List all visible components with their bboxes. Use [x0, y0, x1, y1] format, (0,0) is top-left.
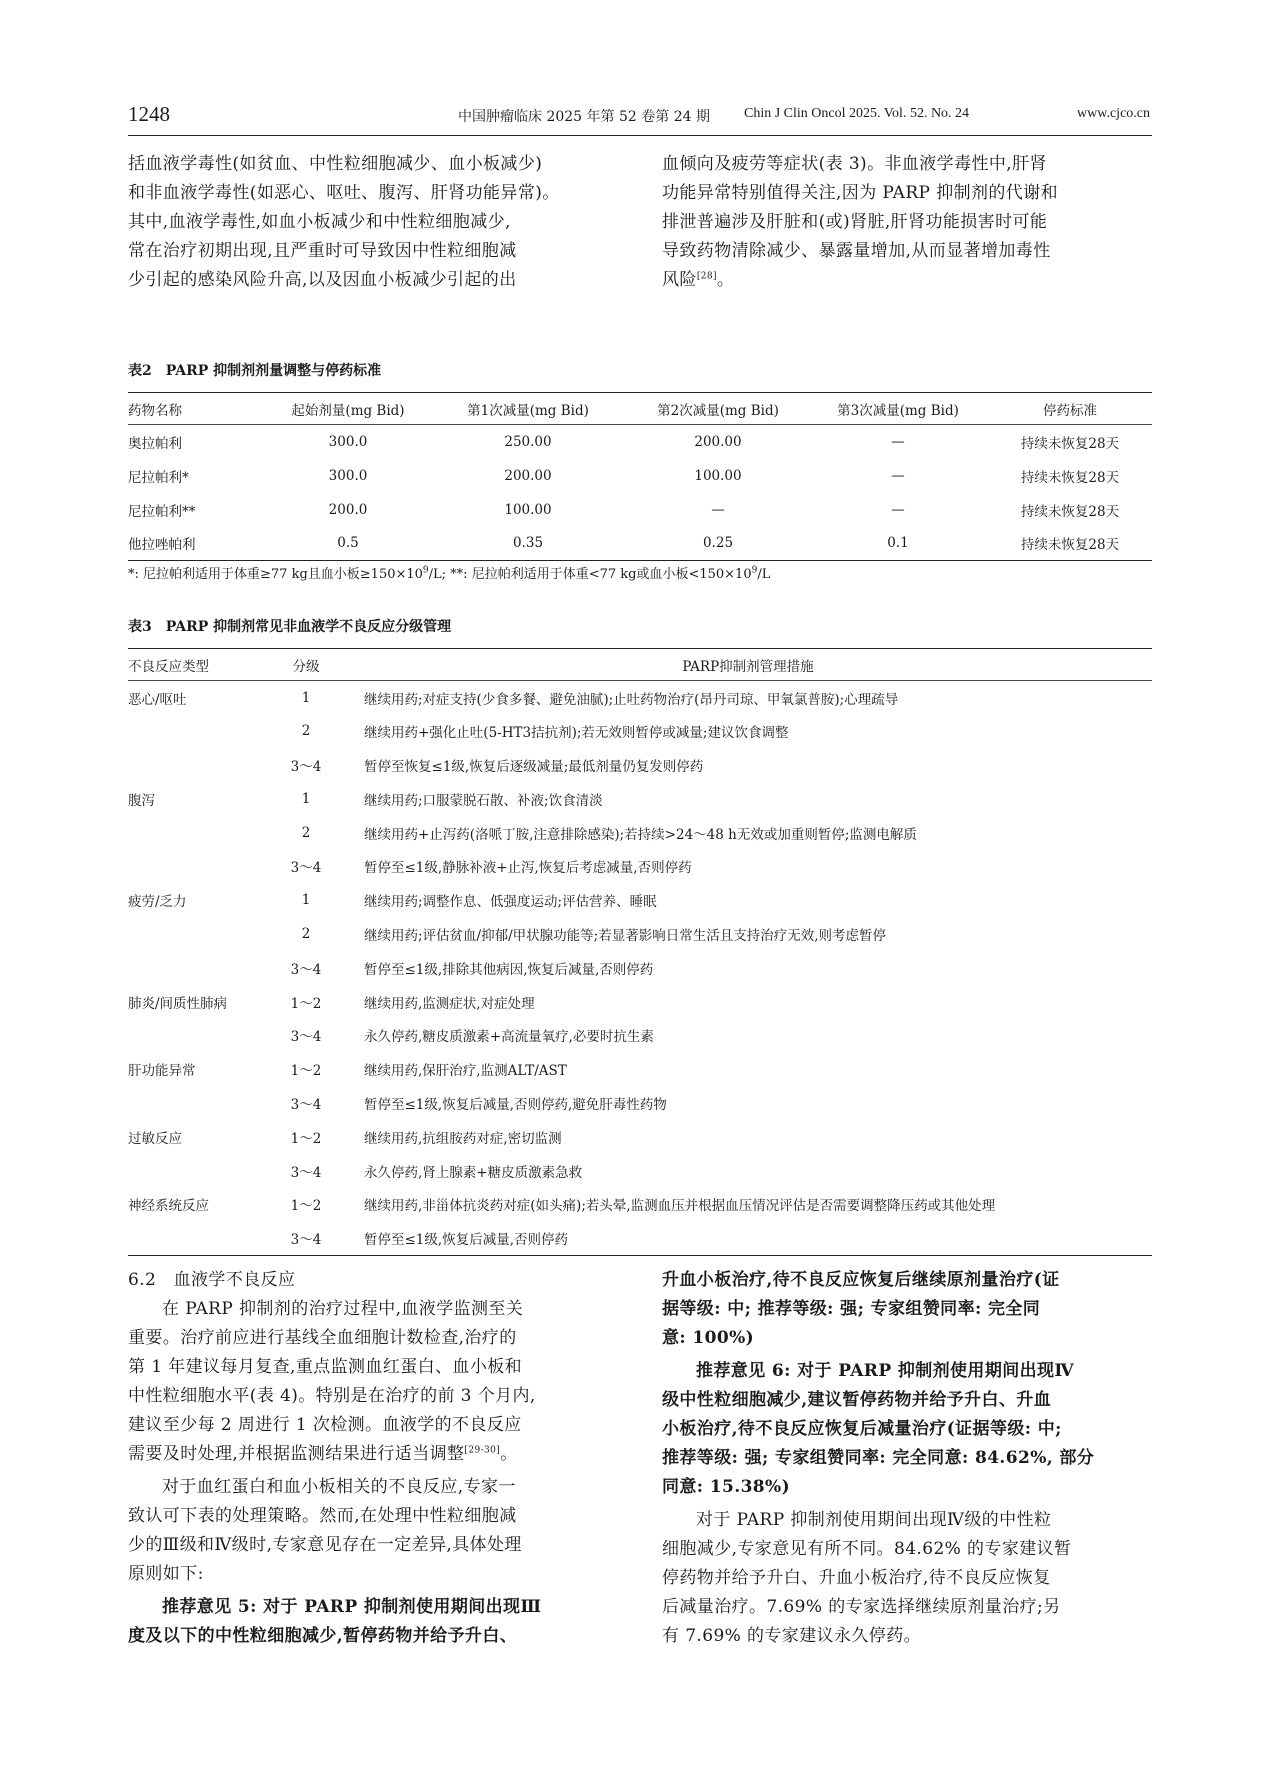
text-line: 中性粒细胞水平(表 4)。特别是在治疗的前 3 个月内, [128, 1386, 536, 1406]
text-line: 级中性粒细胞减少,建议暂停药物并给予升白、升血 [662, 1390, 1052, 1410]
table-row [128, 985, 1152, 1019]
table-cell: 300.0 [328, 467, 368, 484]
table-cell: 奥拉帕利 [128, 435, 182, 452]
table-cell: 3～4 [290, 1164, 322, 1181]
table-cell [128, 1018, 268, 1052]
text-line: 升血小板治疗,待不良反应恢复后继续原剂量治疗(证 [662, 1270, 1060, 1290]
table-cell: 疲劳/乏力 [128, 894, 187, 911]
text-line: 后减量治疗。7.69% 的专家选择继续原剂量治疗;另 [662, 1597, 1061, 1617]
column-header: 药物名称 [128, 393, 268, 425]
table-cell: 100.00 [694, 467, 742, 484]
text-line: 功能异常特别值得关注,因为 PARP 抑制剂的代谢和 [662, 183, 1059, 203]
table-cell: 0.25 [628, 527, 808, 561]
citation[interactable]: [28] [696, 271, 717, 282]
table-row [128, 849, 1152, 883]
table-cell: 神经系统反应 [128, 1198, 209, 1215]
journal-title-en: Chin J Clin Oncol 2025. Vol. 52. No. 24 [744, 106, 970, 121]
table-cell: 继续用药,监测症状,对症处理 [364, 995, 535, 1012]
table-row [128, 459, 1152, 493]
table-cell: 1 [301, 790, 311, 807]
table-cell: 继续用药;调整作息、低强度运动;评估营养、睡眠 [364, 894, 657, 911]
table-cell: 3～4 [290, 758, 322, 775]
table-header-row [128, 393, 1152, 425]
table-cell: 持续未恢复28天 [1020, 503, 1120, 520]
top-right-paragraph [662, 150, 1154, 295]
table-cell: 1～2 [290, 1198, 322, 1215]
table-row [128, 816, 1152, 850]
table-cell: 过敏反应 [128, 1130, 182, 1147]
table-row [128, 425, 1152, 459]
table-row [128, 883, 1152, 917]
table-cell: 3～4 [268, 1221, 344, 1255]
table-cell: 持续未恢复28天 [1020, 435, 1120, 452]
table2-footnote: *: 尼拉帕利适用于体重≥77 kg且血小板$\ge 150\times 10^9/L$; **: 尼拉帕利适用于体重<77 kg或血小板$<150\times 10^9/L$ [128, 565, 771, 582]
table-cell: 1 [301, 892, 311, 909]
text-line: 导致药物清除减少、暴露量增加,从而显著增加毒性 [662, 241, 1051, 261]
table-cell: 暂停至恢复≤1级,恢复后逐级减量;最低剂量仍复发则停药 [364, 758, 704, 775]
table-row [128, 782, 1152, 816]
table-cell: 暂停至≤1级,恢复后减量,否则停药 [344, 1221, 1152, 1255]
text-line: 排泄普遍涉及肝脏和(或)肾脏,肝肾功能损害时可能 [662, 212, 1048, 232]
right-column-bottom [662, 1266, 1154, 1651]
column-header: 分级 [268, 649, 344, 681]
journal-title-cn: 中国肿瘤临床 2025 年第 52 卷第 24 期 [458, 109, 710, 125]
table-cell: — [891, 433, 905, 450]
column-header: PARP抑制剂管理措施 [344, 649, 1152, 681]
page-number: 1248 [128, 102, 170, 126]
table-cell: 继续用药,保肝治疗,监测ALT/AST [364, 1063, 567, 1080]
table-cell: 0.35 [428, 527, 628, 561]
table-cell [128, 1154, 268, 1188]
table-cell: 3～4 [290, 1096, 322, 1113]
table-cell [128, 714, 268, 748]
top-left-paragraph [128, 150, 624, 295]
citation[interactable]: [29-30] [464, 1445, 501, 1456]
table-cell: 1～2 [290, 1063, 322, 1080]
table-row [128, 1052, 1152, 1086]
table-cell: 250.00 [504, 433, 552, 450]
section-6-2 [128, 1266, 624, 1651]
table-cell: 持续未恢复28天 [1020, 469, 1120, 486]
table2-caption: 表2 PARP 抑制剂剂量调整与停药标准 [128, 363, 382, 379]
table-row [128, 1154, 1152, 1188]
table-cell: 3～4 [290, 961, 322, 978]
table-cell: 肺炎/间质性肺病 [128, 995, 228, 1012]
column-header: 停药标准 [988, 393, 1152, 425]
table-row [128, 917, 1152, 951]
table-cell: — [891, 467, 905, 484]
text-line: 对于 PARP 抑制剂使用期间出现Ⅳ级的中性粒 [696, 1510, 1052, 1530]
table3-caption: 表3 PARP 抑制剂常见非血液学不良反应分级管理 [128, 619, 452, 635]
table-cell: 继续用药;口服蒙脱石散、补液;饮食清淡 [364, 792, 603, 809]
table-cell: 300.0 [328, 433, 368, 450]
text-line: 小板治疗,待不良反应恢复后减量治疗(证据等级: 中; [662, 1419, 1062, 1439]
table-row [128, 714, 1152, 748]
dose-adjustment-table [128, 392, 1152, 561]
table-cell [128, 917, 268, 951]
table-cell: 2 [301, 723, 311, 740]
column-header: 起始剂量(mg Bid) [268, 393, 428, 425]
recommendation-5: 推荐意见 5: 对于 PARP 抑制剂使用期间出现Ⅲ [162, 1597, 542, 1617]
table-cell: 继续用药+强化止吐(5-HT3拮抗剂);若无效则暂停或减量;建议饮食调整 [364, 725, 789, 742]
table-cell: 继续用药,非甾体抗炎药对症(如头痛);若头晕,监测血压并根据血压情况评估是否需要调整降压药或其他处理 [364, 1198, 996, 1215]
table-cell [128, 849, 268, 883]
table-cell: 继续用药;评估贫血/抑郁/甲状腺功能等;若显著影响日常生活且支持治疗无效,则考虑暂停 [364, 927, 886, 944]
text-line: 风险[28]。 [662, 270, 735, 290]
table-cell: 1～2 [290, 995, 322, 1012]
table-cell: 200.00 [504, 467, 552, 484]
journal-url: www.cjco.cn [1077, 106, 1150, 121]
column-header: 第3次减量(mg Bid) [808, 393, 988, 425]
table-cell: 肝功能异常 [128, 1063, 196, 1080]
table-row [128, 493, 1152, 527]
text-line: 少的Ⅲ级和Ⅳ级时,专家意见存在一定差异,具体处理 [128, 1535, 522, 1555]
text-line: 建议至少每 2 周进行 1 次检测。血液学的不良反应 [128, 1415, 522, 1435]
paragraph [128, 1295, 624, 1324]
text-line: 度及以下的中性粒细胞减少,暂停药物并给予升白、 [128, 1626, 518, 1646]
table-row [128, 681, 1152, 715]
text-line: 细胞减少,专家意见有所不同。84.62% 的专家建议暂 [662, 1539, 1072, 1559]
table-cell: 尼拉帕利* [128, 469, 189, 486]
table-cell: 暂停至≤1级,排除其他病因,恢复后减量,否则停药 [364, 961, 654, 978]
table-cell [128, 748, 268, 782]
text-line: 括血液学毒性(如贫血、中性粒细胞减少、血小板减少) [128, 154, 543, 174]
table-cell: 100.00 [504, 501, 552, 518]
text-line: 在 PARP 抑制剂的治疗过程中,血液学监测至关 [162, 1299, 524, 1319]
table-row [128, 1221, 1152, 1255]
text-line: 致认可下表的处理策略。然而,在处理中性粒细胞减 [128, 1506, 517, 1526]
table-cell: 暂停至≤1级,静脉补液+止泻,恢复后考虑减量,否则停药 [364, 860, 692, 877]
table-cell [128, 1086, 268, 1120]
table-cell: 200.0 [328, 501, 368, 518]
text-line: 推荐等级: 强; 专家组赞同率: 完全同意: 84.62%, 部分 [662, 1448, 1095, 1468]
text-line: 其中,血液学毒性,如血小板减少和中性粒细胞减少, [128, 212, 511, 232]
table-cell: 2 [301, 925, 311, 942]
table-row [128, 748, 1152, 782]
text-line: 第 1 年建议每月复查,重点监测血红蛋白、血小板和 [128, 1357, 523, 1377]
table-cell: 1～2 [290, 1130, 322, 1147]
table-cell: 尼拉帕利** [128, 503, 196, 520]
text-line: 原则如下: [128, 1564, 204, 1584]
table-cell: 永久停药,肾上腺素+糖皮质激素急救 [364, 1164, 583, 1181]
table-cell: 暂停至≤1级,恢复后减量,否则停药,避免肝毒性药物 [364, 1096, 667, 1113]
table-cell: 2 [301, 824, 311, 841]
text-line: 和非血液学毒性(如恶心、呕吐、腹泻、肝肾功能异常)。 [128, 183, 560, 203]
table-cell: 他拉唑帕利 [128, 527, 268, 561]
table-row [128, 951, 1152, 985]
text-line: 停药物并给予升白、升血小板治疗,待不良反应恢复 [662, 1568, 1051, 1588]
running-header [128, 98, 1152, 136]
text-line: 据等级: 中; 推荐等级: 强; 专家组赞同率: 完全同 [662, 1299, 1041, 1319]
text-line: 意: 100%) [662, 1328, 755, 1348]
text-line: 少引起的感染风险升高,以及因血小板减少引起的出 [128, 270, 517, 290]
table-cell: 腹泻 [128, 792, 155, 809]
text-line: 有 7.69% 的专家建议永久停药。 [662, 1626, 922, 1646]
text-line: 血倾向及疲劳等症状(表 3)。非血液学毒性中,肝肾 [662, 154, 1047, 174]
table-cell: 继续用药;对症支持(少食多餐、避免油腻);止吐药物治疗(昂丹司琼、甲氧氯普胺);心理疏导 [364, 691, 899, 708]
non-hematologic-ae-table [128, 648, 1152, 1256]
column-header: 第1次减量(mg Bid) [428, 393, 628, 425]
text-line: 重要。治疗前应进行基线全血细胞计数检查,治疗的 [128, 1328, 517, 1348]
table-cell [128, 951, 268, 985]
column-header: 第2次减量(mg Bid) [628, 393, 808, 425]
text-line: 常在治疗初期出现,且严重时可导致因中性粒细胞减 [128, 241, 517, 261]
table-cell: — [711, 501, 725, 518]
table-cell [128, 816, 268, 850]
recommendation-6: 推荐意见 6: 对于 PARP 抑制剂使用期间出现Ⅳ [696, 1361, 1075, 1381]
column-header: 不良反应类型 [128, 649, 268, 681]
table-cell: 3～4 [290, 1029, 322, 1046]
section-heading: 6.2 血液学不良反应 [128, 1270, 296, 1290]
table-cell: 1 [301, 689, 311, 706]
table-cell: 200.00 [694, 433, 742, 450]
table-row [128, 1086, 1152, 1120]
table-header-row [128, 649, 1152, 681]
text-line: 需要及时处理,并根据监测结果进行适当调整[29-30]。 [128, 1444, 518, 1464]
table-cell: 持续未恢复28天 [988, 527, 1152, 561]
table-cell: 继续用药+止泻药(洛哌丁胺,注意排除感染);若持续>24～48 h无效或加重则暂停;监测电解质 [364, 826, 917, 843]
table-cell: 3～4 [290, 860, 322, 877]
table-cell: 永久停药,糖皮质激素+高流量氧疗,必要时抗生素 [364, 1029, 654, 1046]
table-cell [128, 1221, 268, 1255]
table-cell: 0.1 [808, 527, 988, 561]
table-cell: 继续用药,抗组胺药对症,密切监测 [364, 1130, 562, 1147]
table-row [128, 1120, 1152, 1154]
table-row [128, 1018, 1152, 1052]
text-line: 对于血红蛋白和血小板相关的不良反应,专家一 [162, 1477, 516, 1497]
table-row [128, 527, 1152, 561]
table-row [128, 1187, 1152, 1221]
table-cell: 恶心/呕吐 [128, 691, 187, 708]
text-line: 同意: 15.38%) [662, 1477, 791, 1497]
table-cell: — [891, 501, 905, 518]
table-cell: 0.5 [268, 527, 428, 561]
